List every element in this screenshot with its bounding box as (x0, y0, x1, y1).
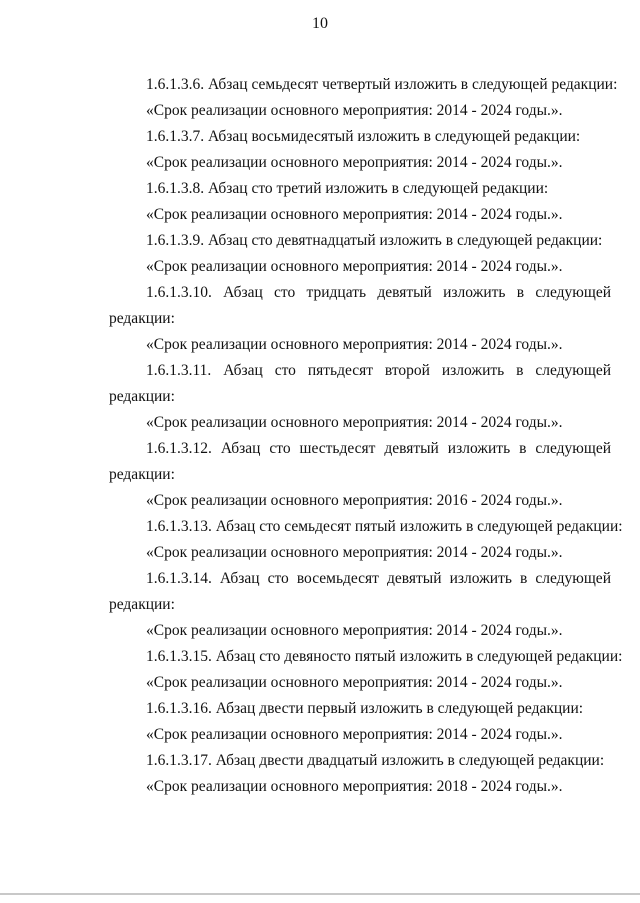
amendment-item: 1.6.1.3.10. Абзац сто тридцать девятый изложить в следующей редакции: (109, 284, 611, 327)
amendment-item: 1.6.1.3.13. Абзац сто семьдесят пятый изложить в следующей редакции: (146, 518, 623, 535)
quoted-text: «Срок реализации основного мероприятия: 2014 - 2024 годы.». (146, 544, 563, 561)
quoted-text: «Срок реализации основного мероприятия: 2014 - 2024 годы.». (146, 102, 563, 119)
quoted-text: «Срок реализации основного мероприятия: 2014 - 2024 годы.». (146, 622, 563, 639)
amendment-item: 1.6.1.3.17. Абзац двести двадцатый изложить в следующей редакции: (146, 752, 605, 769)
page-number: 10 (312, 15, 328, 32)
amendment-item: 1.6.1.3.12. Абзац сто шестьдесят девятый изложить в следующей редакции: (109, 440, 611, 483)
document-body (109, 72, 623, 800)
quoted-text: «Срок реализации основного мероприятия: 2014 - 2024 годы.». (146, 414, 563, 431)
quoted-text: «Срок реализации основного мероприятия: 2016 - 2024 годы.». (146, 492, 563, 509)
amendment-item: 1.6.1.3.9. Абзац сто девятнадцатый изложить в следующей редакции: (146, 232, 603, 249)
amendment-item: 1.6.1.3.7. Абзац восьмидесятый изложить в следующей редакции: (146, 128, 581, 145)
amendment-item: 1.6.1.3.15. Абзац сто девяносто пятый изложить в следующей редакции: (146, 648, 623, 665)
page-bottom-edge (0, 893, 640, 895)
quoted-text: «Срок реализации основного мероприятия: 2018 - 2024 годы.». (146, 778, 563, 795)
amendment-item: 1.6.1.3.8. Абзац сто третий изложить в следующей редакции: (146, 180, 549, 197)
quoted-text: «Срок реализации основного мероприятия: 2014 - 2024 годы.». (146, 258, 563, 275)
amendment-item: 1.6.1.3.6. Абзац семьдесят четвертый изложить в следующей редакции: (146, 76, 618, 93)
amendment-item: 1.6.1.3.16. Абзац двести первый изложить в следующей редакции: (146, 700, 584, 717)
quoted-text: «Срок реализации основного мероприятия: 2014 - 2024 годы.». (146, 726, 563, 743)
quoted-text: «Срок реализации основного мероприятия: 2014 - 2024 годы.». (146, 154, 563, 171)
quoted-text: «Срок реализации основного мероприятия: 2014 - 2024 годы.». (146, 674, 563, 691)
quoted-text: «Срок реализации основного мероприятия: 2014 - 2024 годы.». (146, 336, 563, 353)
amendment-item: 1.6.1.3.11. Абзац сто пятьдесят второй изложить в следующей редакции: (109, 362, 611, 405)
quoted-text: «Срок реализации основного мероприятия: 2014 - 2024 годы.». (146, 206, 563, 223)
amendment-item: 1.6.1.3.14. Абзац сто восемьдесят девятый изложить в следующей редакции: (109, 570, 611, 613)
